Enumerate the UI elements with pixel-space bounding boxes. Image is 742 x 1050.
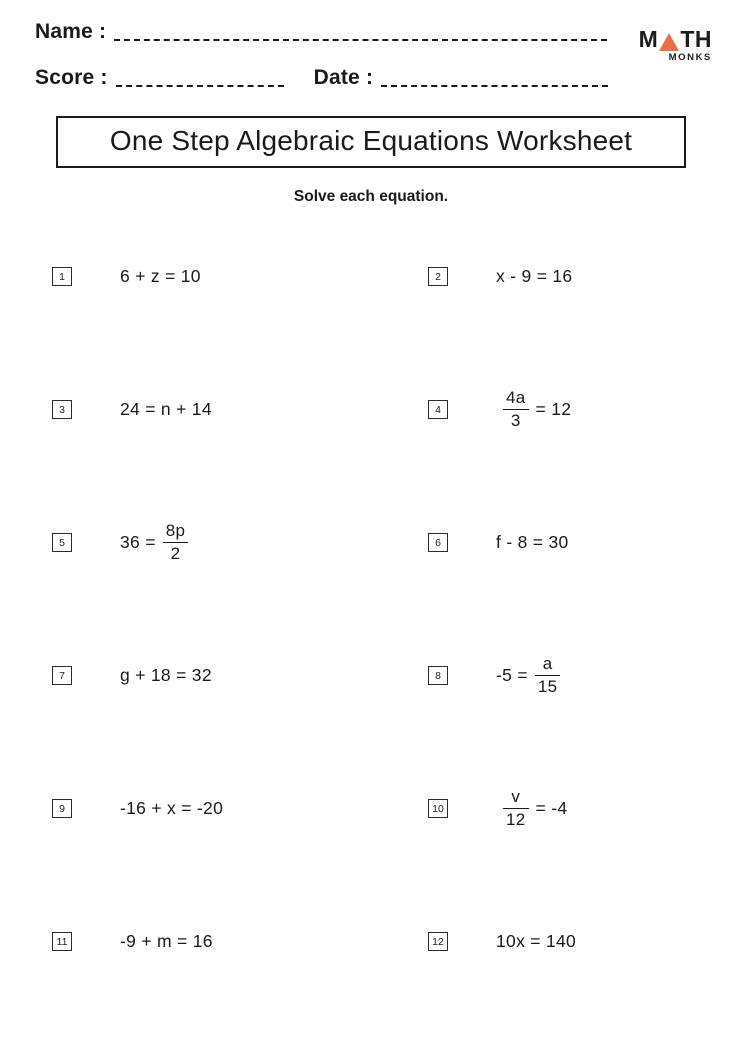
problem-item xyxy=(371,742,742,875)
date-blank-line xyxy=(381,85,608,87)
triangle-icon xyxy=(659,33,679,51)
fraction-bar xyxy=(503,409,529,410)
fraction-bar xyxy=(503,808,529,809)
equation-text xyxy=(120,399,212,420)
title-box xyxy=(56,116,686,168)
problem-item xyxy=(371,476,742,609)
problem-number-box: 11 xyxy=(52,932,72,951)
logo-subtext: MONKS xyxy=(668,52,712,63)
fraction-numerator: 8p xyxy=(165,521,186,541)
equation-pre: f - 8 = 30 xyxy=(496,532,569,552)
logo-wordmark xyxy=(639,28,712,51)
equation-text xyxy=(496,388,571,430)
problem-number-box: 5 xyxy=(52,533,72,552)
problem-number-box: 12 xyxy=(428,932,448,951)
worksheet-header xyxy=(0,0,742,90)
equation-text xyxy=(120,521,195,563)
problem-number-box: 8 xyxy=(428,666,448,685)
problem-item xyxy=(0,210,371,343)
fraction xyxy=(163,521,189,563)
equation-text xyxy=(120,266,201,287)
logo-letters-th: TH xyxy=(680,26,712,52)
name-label: Name : xyxy=(35,20,107,43)
equation-text xyxy=(496,266,572,287)
fraction-denominator: 3 xyxy=(510,411,521,430)
equation-text xyxy=(496,931,576,952)
problem-number-box: 7 xyxy=(52,666,72,685)
problem-number-box: 10 xyxy=(428,799,448,818)
equation-text xyxy=(496,654,567,696)
page-title: One Step Algebraic Equations Worksheet xyxy=(109,125,633,156)
problem-number-box: 6 xyxy=(428,533,448,552)
fraction-bar xyxy=(535,675,561,676)
equation-text xyxy=(120,665,212,686)
problem-item xyxy=(0,476,371,609)
problem-item xyxy=(371,210,742,343)
equation-text xyxy=(120,798,223,819)
equation-pre: 24 = n + 14 xyxy=(120,399,212,419)
problem-item xyxy=(0,875,371,1008)
fraction xyxy=(535,654,561,696)
name-row xyxy=(35,16,607,44)
problem-item xyxy=(0,609,371,742)
fraction-denominator: 2 xyxy=(170,544,181,563)
equation-pre: g + 18 = 32 xyxy=(120,665,212,685)
fraction-bar xyxy=(163,542,189,543)
fraction xyxy=(503,787,529,829)
equation-pre: -16 + x = -20 xyxy=(120,798,224,818)
fraction xyxy=(503,388,529,430)
problem-item xyxy=(371,609,742,742)
instruction-text: Solve each equation. xyxy=(293,188,449,205)
score-label: Score : xyxy=(35,66,108,89)
fraction-denominator: 15 xyxy=(537,677,558,696)
fraction-denominator: 12 xyxy=(506,810,526,829)
fraction-numerator: 4a xyxy=(506,388,526,408)
problem-item xyxy=(371,875,742,1008)
equation-pre: 10x = 140 xyxy=(496,931,577,951)
score-date-row xyxy=(35,62,608,90)
problem-number-box: 4 xyxy=(428,400,448,419)
equation-post: = -4 xyxy=(535,798,568,818)
score-blank-line xyxy=(116,85,284,87)
logo-letter-m: M xyxy=(638,26,659,52)
equation-post: = 12 xyxy=(535,399,572,419)
fraction-numerator: a xyxy=(542,654,553,674)
problem-item xyxy=(0,343,371,476)
problem-number-box: 1 xyxy=(52,267,72,286)
problem-number-box: 9 xyxy=(52,799,72,818)
equation-text xyxy=(496,787,567,829)
equation-pre: -9 + m = 16 xyxy=(120,931,213,951)
problem-number-box: 3 xyxy=(52,400,72,419)
date-label: Date : xyxy=(313,66,374,89)
equation-text xyxy=(120,931,213,952)
fraction-numerator: v xyxy=(511,787,521,807)
problem-item xyxy=(371,343,742,476)
problems-grid xyxy=(0,210,742,1008)
equation-pre: 6 + z = 10 xyxy=(120,266,201,286)
equation-text xyxy=(496,532,569,553)
equation-pre: 36 = xyxy=(120,532,156,552)
math-monks-logo xyxy=(639,28,712,63)
name-blank-line xyxy=(114,39,607,41)
equation-pre: -5 = xyxy=(496,665,528,685)
problem-number-box: 2 xyxy=(428,267,448,286)
equation-pre: x - 9 = 16 xyxy=(496,266,573,286)
problem-item xyxy=(0,742,371,875)
